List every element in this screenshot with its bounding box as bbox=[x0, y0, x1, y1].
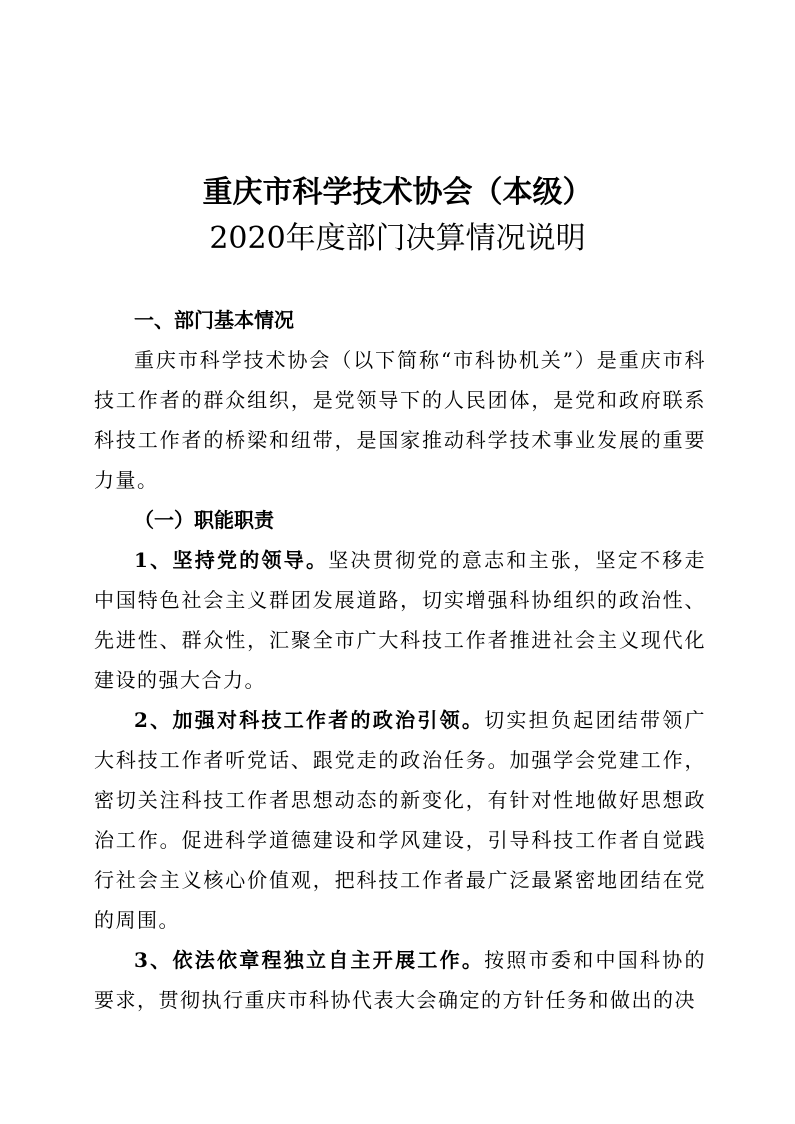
item-text: 按照市委和中国科协的要求，贯彻执行重庆市科协代表大会确定的方针任务和做出的决 bbox=[94, 948, 707, 1012]
subsection-heading: （一）职能职责 bbox=[134, 508, 274, 532]
title-line-1: 重庆市科学技术协会（本级） bbox=[202, 175, 593, 210]
item-lead: 3、依法依章程独立自主开展工作。 bbox=[134, 948, 485, 972]
item-lead: 2、加强对科技工作者的政治引领。 bbox=[134, 708, 485, 732]
document-title bbox=[0, 170, 795, 262]
document-body bbox=[94, 300, 706, 1020]
item-text: 切实担负起团结带领广大科技工作者听党话、跟党走的政治任务。加强学会党建工作，密切关注科技工作者思想动态的新变化，有针对性地做好思想政治工作。促进科学道德建设和学风建设，引导科技工作者自觉践行社会主义核心价值观，把科技工作者最广泛最紧密地团结在党的周围。 bbox=[94, 708, 707, 932]
item-text: 坚决贯彻党的意志和主张，坚定不移走中国特色社会主义群团发展道路，切实增强科协组织的政治性、先进性、群众性，汇聚全市广大科技工作者推进社会主义现代化建设的强大合力。 bbox=[94, 548, 707, 692]
item-paragraph bbox=[94, 540, 706, 700]
intro-paragraph: 重庆市科学技术协会（以下简称“市科协机关”）是重庆市科技工作者的群众组织，是党领导下的人民团体，是党和政府联系科技工作者的桥梁和纽带，是国家推动科学技术事业发展的重要力量。 bbox=[94, 348, 706, 492]
item-paragraph bbox=[94, 940, 706, 1020]
section-heading: 一、部门基本情况 bbox=[134, 308, 294, 332]
item-paragraph bbox=[94, 700, 706, 940]
item-lead: 1、坚持党的领导。 bbox=[134, 548, 329, 572]
title-line-2: 2020年度部门决算情况说明 bbox=[209, 221, 586, 256]
